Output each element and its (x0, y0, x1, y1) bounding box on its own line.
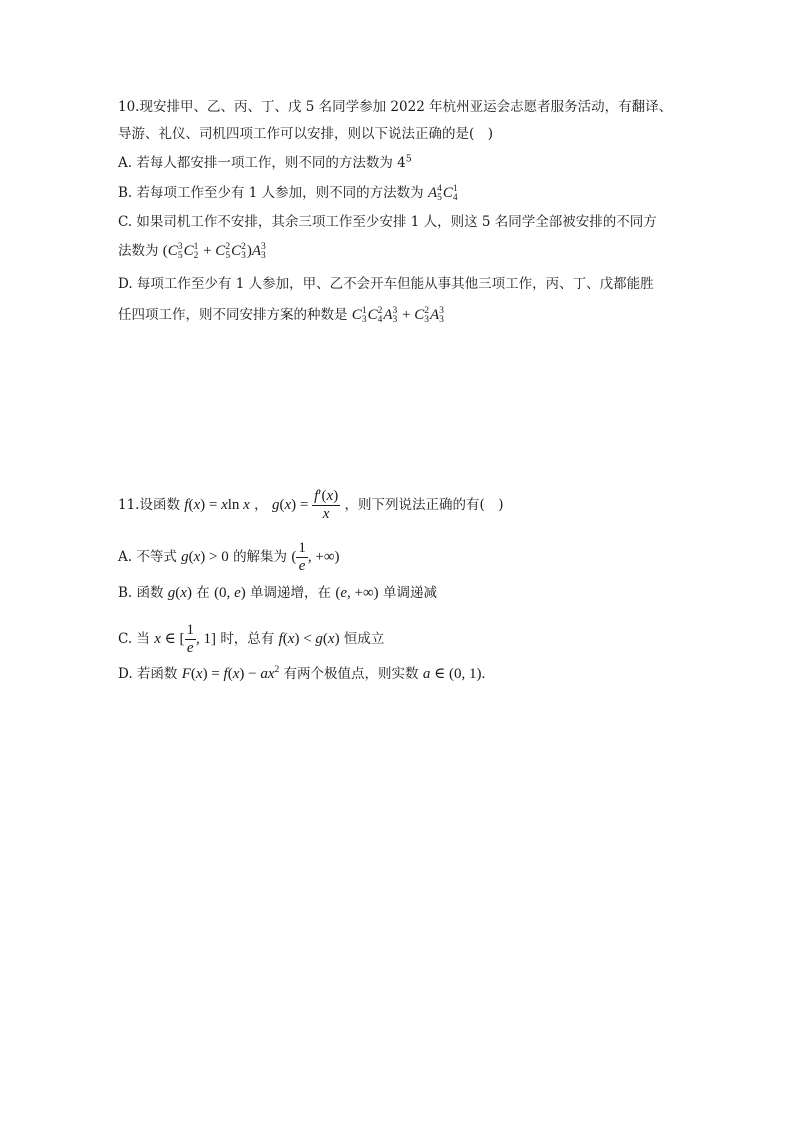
q11-option-b (118, 583, 437, 603)
q11-option-d (118, 664, 485, 684)
q11-stem (118, 488, 504, 523)
q10-stem-line2: 导游、礼仪、司机四项工作可以安排，则以下说法正确的是( ) (118, 126, 494, 142)
q11-option-d-function: $F(x) = f(x) - ax^2$ (181, 665, 280, 682)
q11-option-b-function: g(x) (167, 585, 192, 601)
q11-option-c-mid: 时，总有 (220, 630, 279, 647)
q10-option-a-exponent: 5 (405, 153, 412, 165)
q10-option-d-line2 (118, 305, 445, 325)
q11-option-c-text: C. 当 (118, 630, 155, 647)
q11-option-a-interval: ( $\frac{1}{e}$ , +∞) (291, 540, 340, 574)
q11-option-a-text: A. 不等式 (118, 548, 182, 565)
q11-option-d-text: D. 若函数 (118, 666, 182, 682)
q10-option-b-text: B. 若每项工作至少有 1 人参加，则不同的方法数为 (118, 185, 428, 201)
q10-option-b-formula: A 4 5 C 1 4 (427, 183, 458, 203)
q10-option-c-text: 法数为 (118, 243, 163, 259)
q11-option-b-mid2: 单调递增，在 (250, 585, 336, 601)
q10-option-d-line1: D. 每项工作至少有 1 人参加，甲、乙不会开车但能从事其他三项工作，丙、丁、戊都能胜 (118, 276, 654, 292)
q11-option-a-inequality: g(x) > 0 (181, 548, 229, 565)
q10-option-a (118, 153, 412, 173)
q11-stem-suffix: ，则下列说法正确的有( ) (344, 496, 504, 513)
q11-option-b-text: B. 函数 (118, 585, 168, 601)
q11-option-c (118, 622, 384, 657)
q11-g-definition: g(x) = $\frac{f'(x)}{x}$ (271, 488, 339, 522)
q11-option-d-range: a ∈ (0, 1). (422, 666, 486, 682)
q11-option-b-interval2: (e, +∞) (335, 585, 379, 601)
q11-stem-prefix: 11.设函数 (118, 496, 185, 513)
q10-option-c-line1: C. 如果司机工作不安排，其余三项工作至少安排 1 人，则这 5 名同学全部被安排的不同方 (118, 214, 657, 230)
q11-option-d-mid: 有两个极值点，则实数 (283, 666, 423, 682)
q11-f-definition: f(x) = xln x (184, 496, 250, 513)
q11-stem-comma: ， (254, 496, 268, 513)
q10-option-c-line2 (118, 241, 267, 261)
q11-option-a-mid: 的解集为 (233, 548, 292, 565)
q10-option-c-formula: (C 3 5 C 1 2 + C 2 5 C 2 3 )A 3 3 (162, 241, 266, 261)
q10-option-b (118, 183, 459, 203)
q11-option-b-interval1: (0, e) (214, 585, 246, 601)
q11-option-c-range: x ∈ [ $\frac{1}{e}$ , 1] (154, 622, 217, 656)
q11-option-b-mid1: 在 (196, 585, 215, 601)
q11-option-b-mid3: 单调递减 (382, 585, 437, 601)
q11-option-a (118, 540, 340, 575)
q11-option-c-inequality: f(x) < g(x) (278, 630, 340, 647)
q10-option-d-text: 任四项工作，则不同安排方案的种数是 (118, 307, 352, 323)
q10-option-d-formula: C 1 3 C 2 4 A 3 3 + C 2 3 A 3 3 (351, 305, 444, 325)
q10-option-a-text: A. 若每人都安排一项工作，则不同的方法数为 4 (118, 155, 406, 171)
q10-stem-line1: 10.现安排甲、乙、丙、丁、戊 5 名同学参加 2022 年杭州亚运会志愿者服务活动，有翻译、 (118, 99, 673, 115)
q11-option-c-end: 恒成立 (343, 630, 385, 647)
